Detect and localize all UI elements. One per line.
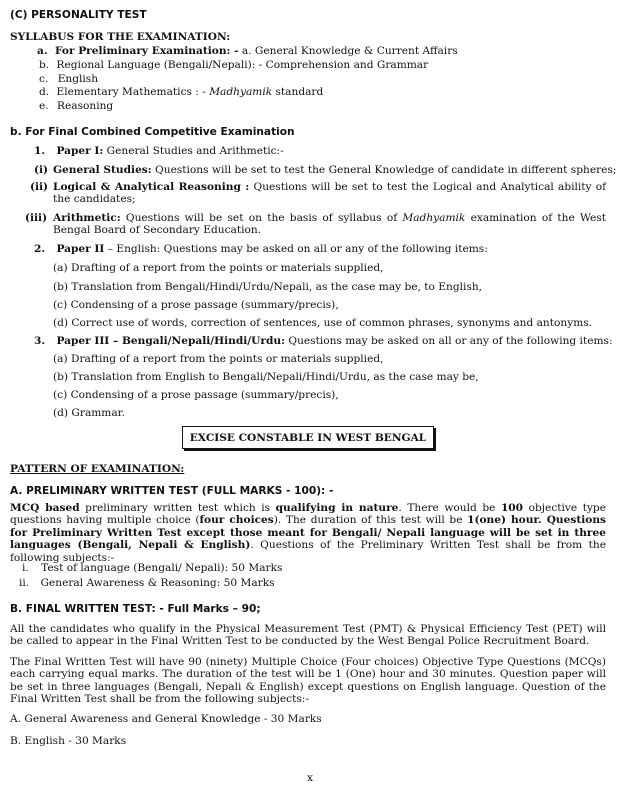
sub-iii xyxy=(53,212,606,237)
sub-ii-label: Logical & Analytical Reasoning : xyxy=(53,181,250,193)
prelim-item-c xyxy=(39,73,98,86)
prelim-subject-marker: ii. xyxy=(19,577,30,589)
paper-1-label: Paper I: xyxy=(56,145,104,157)
sub-iii-text-after: examination of the West Bengal Board of Secondary Education. xyxy=(53,212,606,237)
paper-1-text: General Studies and Arithmetic:- xyxy=(103,145,284,157)
prelim-item-a xyxy=(37,45,458,58)
prelim-item-text: Reasoning xyxy=(57,100,114,112)
sub-i xyxy=(53,164,616,177)
prelim-item-marker: b. xyxy=(39,59,50,71)
prelim-item-a-label: For Preliminary Examination: - xyxy=(54,45,239,57)
prelim-subject xyxy=(22,562,282,575)
prelim-item-italic: Madhyamik xyxy=(209,86,273,98)
mcq-text-10: . Questions of the Preliminary Written Test shall be from the following subjects:- xyxy=(10,539,606,564)
paper-3-item: (a) Drafting of a report from the points or materials supplied, xyxy=(53,353,384,365)
final-exam-heading: b. For Final Combined Competitive Examination xyxy=(10,126,295,138)
mcq-bold-7: four choices xyxy=(199,514,274,527)
page-number: x xyxy=(307,772,313,784)
prelim-item-marker: c. xyxy=(39,73,49,85)
excise-constable-title-box xyxy=(182,426,434,449)
paper-2-marker: 2. xyxy=(34,243,46,255)
sub-ii-marker: (ii) xyxy=(30,181,49,193)
sub-iii-italic: Madhyamik xyxy=(402,212,466,224)
paper-2-item: (c) Condensing of a prose passage (summary/precis), xyxy=(53,299,339,311)
paper-3-item: (b) Translation from English to Bengali/Nepali/Hindi/Urdu, as the case may be, xyxy=(53,371,479,383)
paper-2-item: (b) Translation from Bengali/Hindi/Urdu/Nepali, as the case may be, to English, xyxy=(53,281,483,293)
sub-i-text: Questions will be set to test the General Knowledge of candidate in different spheres; xyxy=(151,164,617,176)
prelim-item-b xyxy=(39,59,428,72)
final-test-paragraph-1: All the candidates who qualify in the Physical Measurement Test (PMT) & Physical Efficiency Test (PET) will be called to appear in the Final Written Test to be conducted by the West Bengal Police Recruitment Board. xyxy=(10,623,606,648)
pattern-heading: PATTERN OF EXAMINATION: xyxy=(10,463,185,475)
paper-2 xyxy=(34,243,488,256)
paper-3-label: Paper III – Bengali/Nepali/Hindi/Urdu: xyxy=(56,335,286,347)
paper-1-marker: 1. xyxy=(34,145,46,157)
sub-i-label: General Studies: xyxy=(53,164,152,176)
mcq-paragraph xyxy=(10,502,606,564)
prelim-item-a-text: a. General Knowledge & Current Affairs xyxy=(238,45,458,57)
prelim-item-marker: e. xyxy=(39,100,49,112)
mcq-bold-1: MCQ based xyxy=(10,502,80,514)
prelim-subject-marker: i. xyxy=(22,562,29,574)
mcq-text-8: ). The duration of this test will be xyxy=(273,514,468,527)
final-subject: A. General Awareness and General Knowledge - 30 Marks xyxy=(10,713,322,725)
section-b-heading: B. FINAL WRITTEN TEST: - Full Marks – 90; xyxy=(10,603,261,615)
mcq-text-4: . There would be xyxy=(398,502,501,514)
paper-2-text: – English: Questions may be asked on all or any of the following items: xyxy=(104,243,488,255)
paper-2-label: Paper II xyxy=(56,243,105,255)
prelim-item-d xyxy=(39,86,323,99)
prelim-subject-text: Test of language (Bengali/ Nepali): 50 Marks xyxy=(41,562,283,574)
sub-iii-marker: (iii) xyxy=(25,212,48,224)
sub-i-marker: (i) xyxy=(34,164,49,176)
final-test-paragraph-2: The Final Written Test will have 90 (ninety) Multiple Choice (Four choices) Objective Type Questions (MCQs) each carrying equal marks. The duration of the test will be 1 (One) hour and 30 minutes. Question paper will be set in three languages (Bengali, Nepali & English) except questions on English language. Question of the Final Written Test shall be from the following subjects:- xyxy=(10,656,606,706)
prelim-subject-text: General Awareness & Reasoning: 50 Marks xyxy=(40,577,275,589)
prelim-item-a-marker: a. xyxy=(37,45,48,57)
sub-ii xyxy=(53,181,606,206)
paper-3-item: (d) Grammar. xyxy=(53,407,125,419)
mcq-text-6: objective type questions having multiple choice ( xyxy=(10,502,606,527)
section-a-heading: A. PRELIMINARY WRITTEN TEST (FULL MARKS - 100): - xyxy=(10,485,334,497)
mcq-text-2: preliminary written test which is xyxy=(79,502,276,514)
paper-2-item: (d) Correct use of words, correction of sentences, use of common phrases, synonyms and antonyms. xyxy=(53,317,593,329)
prelim-item-text: Elementary Mathematics : - xyxy=(56,86,210,98)
personality-test-heading: (C) PERSONALITY TEST xyxy=(10,9,147,21)
prelim-item-marker: d. xyxy=(39,86,50,98)
sub-iii-label: Arithmetic: xyxy=(53,212,121,224)
paper-3-marker: 3. xyxy=(34,335,46,347)
prelim-item-e xyxy=(39,100,113,113)
paper-3-text: Questions may be asked on all or any of the following items: xyxy=(285,335,613,347)
paper-2-item: (a) Drafting of a report from the points or materials supplied, xyxy=(53,262,384,274)
paper-3 xyxy=(34,335,613,348)
paper-3-item: (c) Condensing of a prose passage (summary/precis), xyxy=(53,389,339,401)
prelim-subject xyxy=(19,577,275,590)
paper-1 xyxy=(34,145,284,158)
syllabus-heading: SYLLABUS FOR THE EXAMINATION: xyxy=(10,31,231,43)
sub-iii-text: Questions will be set on the basis of syllabus of xyxy=(120,212,403,224)
final-subject: B. English - 30 Marks xyxy=(10,735,127,747)
excise-constable-title: EXCISE CONSTABLE IN WEST BENGAL xyxy=(189,431,427,444)
prelim-item-text: Regional Language (Bengali/Nepali): - Comprehension and Grammar xyxy=(56,59,429,71)
mcq-bold-5: 100 xyxy=(500,502,524,514)
sub-ii-text: Questions will be set to test the Logical and Analytical ability of the candidates; xyxy=(53,181,606,206)
mcq-bold-9: 1(one) hour. Questions for Preliminary Written Test except those meant for Bengali/ Nepali language will be set in three languages (Bengali, Nepali & English) xyxy=(10,514,606,552)
prelim-item-text-after: standard xyxy=(272,86,324,98)
mcq-bold-3: qualifying in nature xyxy=(275,502,399,514)
prelim-item-text: English xyxy=(57,73,99,85)
